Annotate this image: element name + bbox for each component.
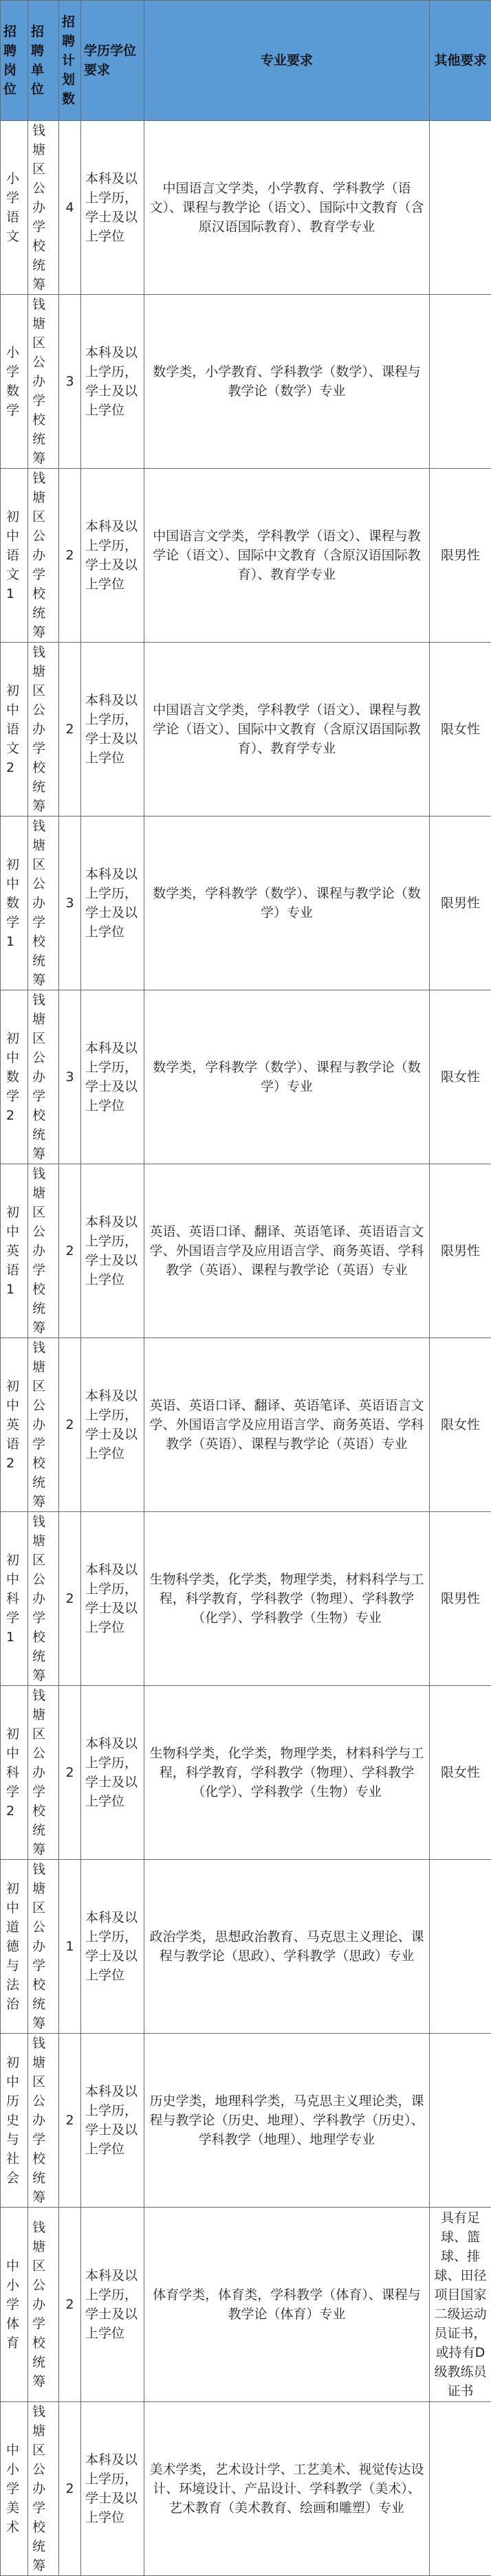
education-cell: 本科及以上学历，学士及以上学位 — [81, 121, 144, 295]
education-cell: 本科及以上学历，学士及以上学位 — [81, 2034, 144, 2208]
table-row — [1, 2208, 491, 2402]
post-cell: 中小学美术 — [1, 2402, 28, 2576]
post-cell: 中小学体育 — [1, 2208, 28, 2402]
count-cell: 3 — [59, 817, 81, 990]
header-post: 招聘岗位 — [1, 1, 28, 121]
major-cell: 中国语言文学类，小学教育、学科教学（语文）、课程与教学论（语文）、国际中文教育（含原汉语国际教育）、教育学专业 — [144, 121, 430, 295]
major-cell: 生物科学类，化学类，物理学类，材料科学与工程，科学教育，学科教学（物理）、学科教学（化学）、学科教学（生物）专业 — [144, 1686, 430, 1860]
count-cell: 3 — [59, 990, 81, 1164]
table-row — [1, 1164, 491, 1338]
unit-cell: 钱塘区公办学校统筹 — [28, 2402, 59, 2576]
education-cell: 本科及以上学历，学士及以上学位 — [81, 643, 144, 817]
education-cell: 本科及以上学历，学士及以上学位 — [81, 2208, 144, 2402]
major-cell: 中国语言文学类，学科教学（语文）、课程与教学论（语文）、国际中文教育（含原汉语国际教育）、教育学专业 — [144, 469, 430, 643]
table-row — [1, 2034, 491, 2208]
major-cell: 英语、英语口译、翻译、英语笔译、英语语言文学、外国语言学及应用语言学、商务英语、学科教学（英语）、课程与教学论（英语）专业 — [144, 1164, 430, 1338]
other-cell — [430, 2034, 491, 2208]
header-unit: 招聘单位 — [28, 1, 59, 121]
education-cell: 本科及以上学历，学士及以上学位 — [81, 990, 144, 1164]
unit-cell: 钱塘区公办学校统筹 — [28, 1686, 59, 1860]
major-cell: 历史学类，地理科学类，马克思主义理论类，课程与教学论（历史、地理）、学科教学（历史）、学科教学（地理）、地理学专业 — [144, 2034, 430, 2208]
count-cell: 1 — [59, 1860, 81, 2034]
post-cell: 初中语文1 — [1, 469, 28, 643]
other-cell — [430, 2402, 491, 2576]
table-row — [1, 817, 491, 990]
post-cell: 初中历史与社会 — [1, 2034, 28, 2208]
education-cell: 本科及以上学历，学士及以上学位 — [81, 1512, 144, 1686]
other-cell — [430, 295, 491, 469]
education-cell: 本科及以上学历，学士及以上学位 — [81, 1164, 144, 1338]
count-cell: 2 — [59, 2402, 81, 2576]
count-cell: 2 — [59, 1686, 81, 1860]
table-row — [1, 2402, 491, 2576]
post-cell: 初中语文2 — [1, 643, 28, 817]
post-cell: 初中英语2 — [1, 1338, 28, 1512]
major-cell: 政治学类，思想政治教育、马克思主义理论、课程与教学论（思政）、学科教学（思政）专业 — [144, 1860, 430, 2034]
major-cell: 数学类，小学教育、学科教学（数学）、课程与教学论（数学）专业 — [144, 295, 430, 469]
unit-cell: 钱塘区公办学校统筹 — [28, 990, 59, 1164]
other-cell: 限男性 — [430, 1512, 491, 1686]
major-cell: 数学类，学科教学（数学）、课程与教学论（数学）专业 — [144, 817, 430, 990]
education-cell: 本科及以上学历，学士及以上学位 — [81, 1686, 144, 1860]
post-cell: 初中数学2 — [1, 990, 28, 1164]
unit-cell: 钱塘区公办学校统筹 — [28, 2034, 59, 2208]
unit-cell: 钱塘区公办学校统筹 — [28, 817, 59, 990]
unit-cell: 钱塘区公办学校统筹 — [28, 121, 59, 295]
count-cell: 2 — [59, 2208, 81, 2402]
major-cell: 生物科学类，化学类，物理学类，材料科学与工程，科学教育，学科教学（物理）、学科教学（化学）、学科教学（生物）专业 — [144, 1512, 430, 1686]
education-cell: 本科及以上学历，学士及以上学位 — [81, 469, 144, 643]
table-row — [1, 121, 491, 295]
unit-cell: 钱塘区公办学校统筹 — [28, 295, 59, 469]
post-cell: 初中科学1 — [1, 1512, 28, 1686]
other-cell: 限女性 — [430, 990, 491, 1164]
other-cell: 限女性 — [430, 1686, 491, 1860]
other-cell: 限男性 — [430, 469, 491, 643]
count-cell: 2 — [59, 1164, 81, 1338]
header-other: 其他要求 — [430, 1, 491, 121]
major-cell: 体育学类，体育类，学科教学（体育）、课程与教学论（体育）专业 — [144, 2208, 430, 2402]
unit-cell: 钱塘区公办学校统筹 — [28, 469, 59, 643]
post-cell: 初中道德与法治 — [1, 1860, 28, 2034]
table-row — [1, 643, 491, 817]
unit-cell: 钱塘区公办学校统筹 — [28, 1860, 59, 2034]
other-cell: 具有足球、篮球、排球、田径项目国家二级运动员证书，或持有D级教练员证书 — [430, 2208, 491, 2402]
other-cell: 限男性 — [430, 1164, 491, 1338]
count-cell: 2 — [59, 1512, 81, 1686]
table-row — [1, 1512, 491, 1686]
post-cell: 小学数学 — [1, 295, 28, 469]
header-major: 专业要求 — [144, 1, 430, 121]
post-cell: 小学语文 — [1, 121, 28, 295]
table-row — [1, 1686, 491, 1860]
other-cell: 限女性 — [430, 643, 491, 817]
table-row — [1, 469, 491, 643]
header-count: 招聘计划数 — [59, 1, 81, 121]
major-cell: 数学类，学科教学（数学）、课程与教学论（数学）专业 — [144, 990, 430, 1164]
table-row — [1, 1860, 491, 2034]
unit-cell: 钱塘区公办学校统筹 — [28, 1164, 59, 1338]
other-cell: 限女性 — [430, 1338, 491, 1512]
table-row — [1, 295, 491, 469]
unit-cell: 钱塘区公办学校统筹 — [28, 1338, 59, 1512]
post-cell: 初中数学1 — [1, 817, 28, 990]
table-row — [1, 1338, 491, 1512]
header-education: 学历学位要求 — [81, 1, 144, 121]
other-cell: 限男性 — [430, 817, 491, 990]
unit-cell: 钱塘区公办学校统筹 — [28, 1512, 59, 1686]
unit-cell: 钱塘区公办学校统筹 — [28, 643, 59, 817]
count-cell: 2 — [59, 2034, 81, 2208]
education-cell: 本科及以上学历，学士及以上学位 — [81, 295, 144, 469]
table-row — [1, 990, 491, 1164]
other-cell — [430, 121, 491, 295]
count-cell: 2 — [59, 643, 81, 817]
post-cell: 初中英语1 — [1, 1164, 28, 1338]
table-header-row — [1, 1, 491, 121]
count-cell: 3 — [59, 295, 81, 469]
major-cell: 美术学类，艺术设计学、工艺美术、视觉传达设计、环境设计、产品设计、学科教学（美术）、艺术教育（美术教育、绘画和雕塑）专业 — [144, 2402, 430, 2576]
other-cell — [430, 1860, 491, 2034]
education-cell: 本科及以上学历，学士及以上学位 — [81, 1860, 144, 2034]
major-cell: 英语、英语口译、翻译、英语笔译、英语语言文学、外国语言学及应用语言学、商务英语、学科教学（英语）、课程与教学论（英语）专业 — [144, 1338, 430, 1512]
count-cell: 2 — [59, 469, 81, 643]
major-cell: 中国语言文学类，学科教学（语文）、课程与教学论（语文）、国际中文教育（含原汉语国际教育）、教育学专业 — [144, 643, 430, 817]
education-cell: 本科及以上学历，学士及以上学位 — [81, 817, 144, 990]
count-cell: 4 — [59, 121, 81, 295]
unit-cell: 钱塘区公办学校统筹 — [28, 2208, 59, 2402]
post-cell: 初中科学2 — [1, 1686, 28, 1860]
education-cell: 本科及以上学历，学士及以上学位 — [81, 1338, 144, 1512]
education-cell: 本科及以上学历，学士及以上学位 — [81, 2402, 144, 2576]
count-cell: 2 — [59, 1338, 81, 1512]
